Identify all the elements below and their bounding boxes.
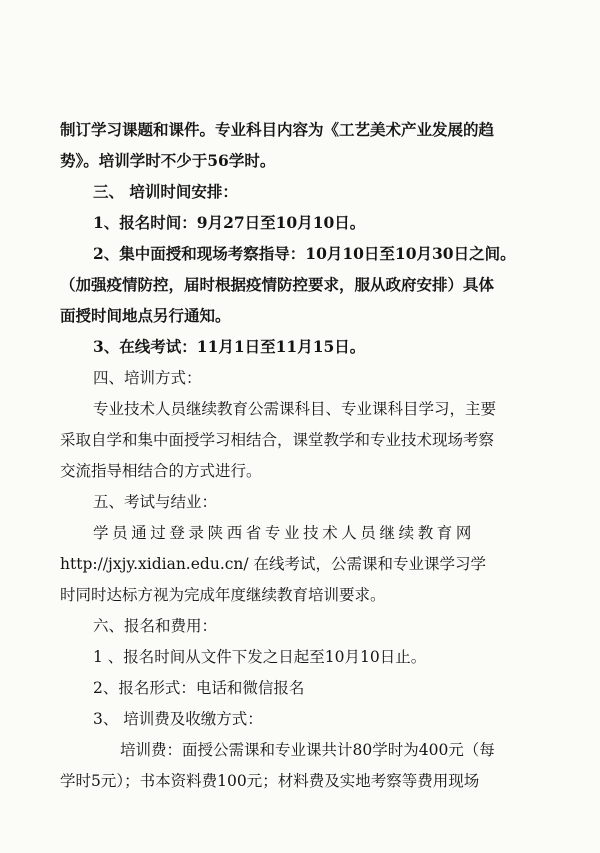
- paragraph-line: （加强疫情防控，届时根据疫情防控要求，服从政府安排）具体: [60, 275, 495, 294]
- section-heading-method: 四、培训方式：: [93, 369, 202, 387]
- list-item: 3、 培训费及收缴方式：: [93, 710, 263, 728]
- paragraph-line: 学时5元）；书本资料费100元；材料费及实地考察等费用现场: [60, 772, 480, 790]
- section-heading-registration: 六、报名和费用：: [93, 617, 218, 635]
- paragraph-line: 专业技术人员继续教育公需课科目、专业课科目学习，主要: [93, 400, 497, 418]
- paragraph-line: 培训费：面授公需课和专业课共计80学时为400元（每: [120, 741, 495, 759]
- paragraph-line: 学员通过登录陕西省专业技术人员继续教育网: [93, 524, 476, 542]
- list-item: 1、报名时间：9月27日至10月10日。: [93, 213, 366, 232]
- section-heading-exam: 五、考试与结业：: [93, 493, 218, 511]
- paragraph-line: 势》。培训学时不少于56学时。: [60, 151, 276, 170]
- list-item: 1 、报名时间从文件下发之日起至10月10日止。: [93, 648, 427, 666]
- paragraph-line: 采取自学和集中面授学习相结合，课堂教学和专业技术现场考察: [60, 431, 495, 449]
- paragraph-line: 交流指导相结合的方式进行。: [60, 462, 262, 480]
- list-item: 2、集中面授和现场考察指导：10月10日至10月30日之间。: [93, 244, 516, 263]
- paragraph-line: 制订学习课题和课件。专业科目内容为《工艺美术产业发展的趋: [60, 120, 495, 139]
- paragraph-line-with-url: http://jxjy.xidian.edu.cn/ 在线考试，公需课和专业课学习学: [60, 555, 487, 573]
- paragraph-line: 时同时达标方视为完成年度继续教育培训要求。: [60, 586, 386, 604]
- section-heading-schedule: 三、 培训时间安排：: [93, 182, 238, 201]
- list-item: 2、报名形式：电话和微信报名: [93, 679, 305, 697]
- paragraph-line: 面授时间地点另行通知。: [60, 306, 231, 325]
- list-item: 3、在线考试：11月1日至11月15日。: [93, 337, 366, 356]
